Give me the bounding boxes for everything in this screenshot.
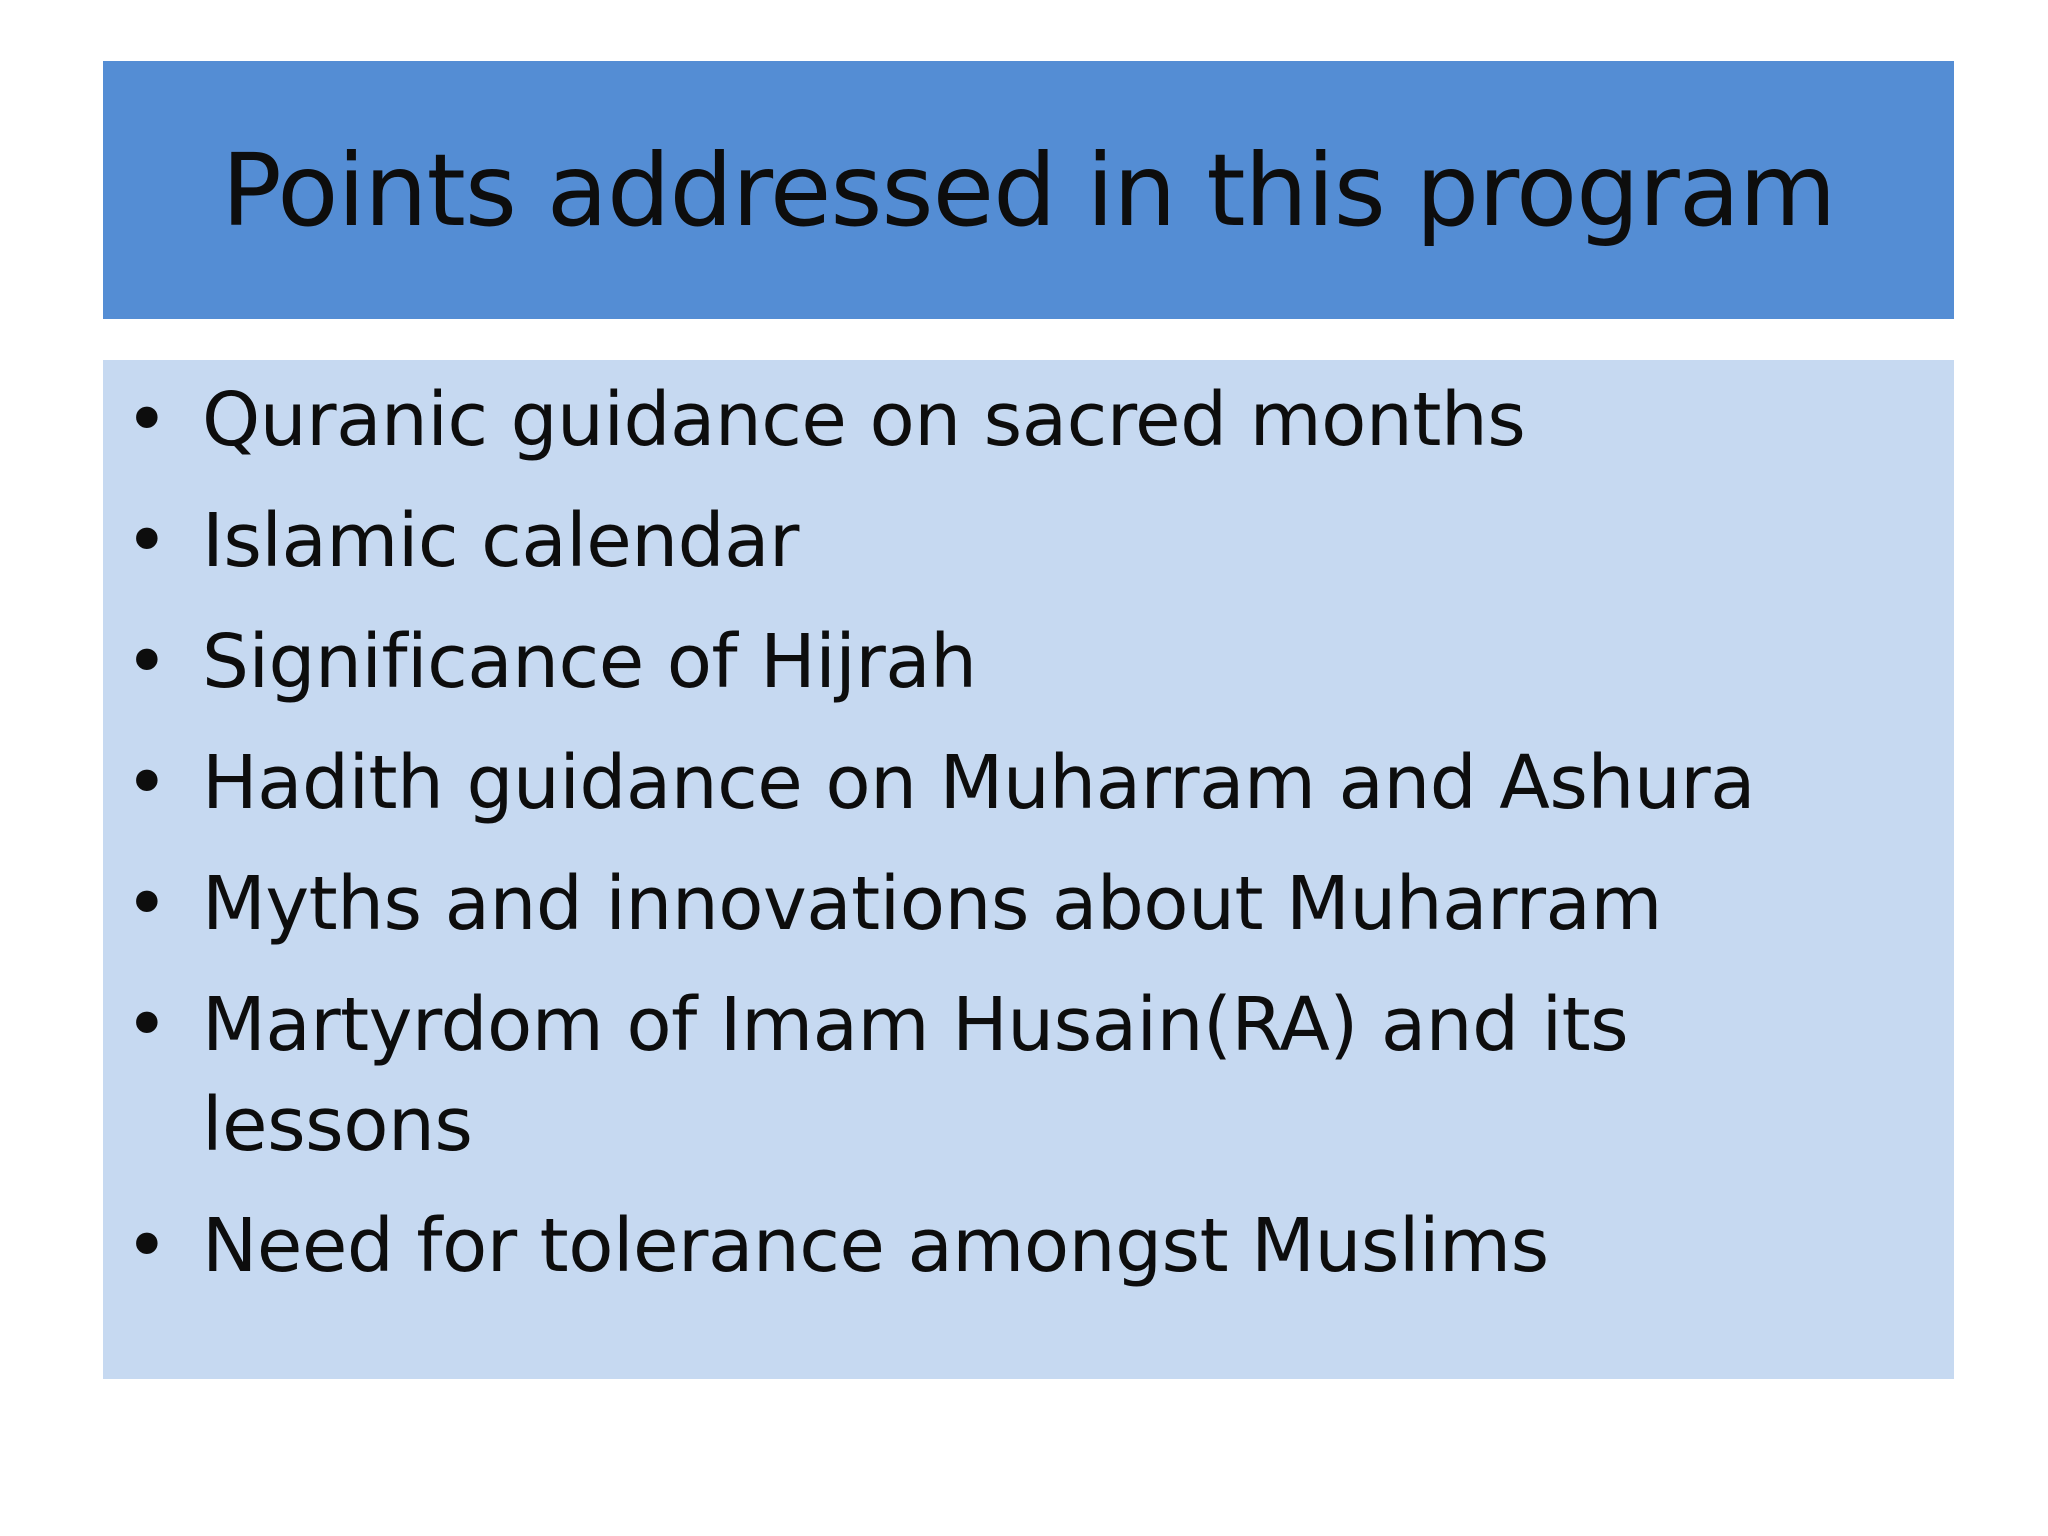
bullet-list [103, 370, 1903, 1317]
bullet-dot-icon: • [125, 1203, 169, 1289]
bullet-text: Martyrdom of Imam Husain(RA) and its lessons [202, 982, 1629, 1168]
bullet-text: Significance of Hijrah [202, 619, 977, 705]
bullet-item [103, 491, 1903, 591]
bullet-text: Need for tolerance amongst Muslims [202, 1203, 1549, 1289]
bullet-dot-icon: • [125, 982, 169, 1068]
bullet-text: Hadith guidance on Muharram and Ashura [202, 740, 1756, 826]
bullet-panel [103, 360, 1954, 1379]
bullet-dot-icon: • [125, 861, 169, 947]
bullet-text: Quranic guidance on sacred months [202, 377, 1526, 463]
slide-title: Points addressed in this program [221, 131, 1836, 249]
title-banner [103, 61, 1954, 319]
bullet-dot-icon: • [125, 377, 169, 463]
bullet-item [103, 1196, 1903, 1296]
bullet-text: Islamic calendar [202, 498, 799, 584]
bullet-item [103, 370, 1903, 470]
bullet-dot-icon: • [125, 498, 169, 584]
bullet-item [103, 975, 1903, 1175]
bullet-dot-icon: • [125, 619, 169, 705]
bullet-text: Myths and innovations about Muharram [202, 861, 1662, 947]
bullet-dot-icon: • [125, 740, 169, 826]
bullet-item [103, 733, 1903, 833]
bullet-item [103, 854, 1903, 954]
bullet-item [103, 612, 1903, 712]
